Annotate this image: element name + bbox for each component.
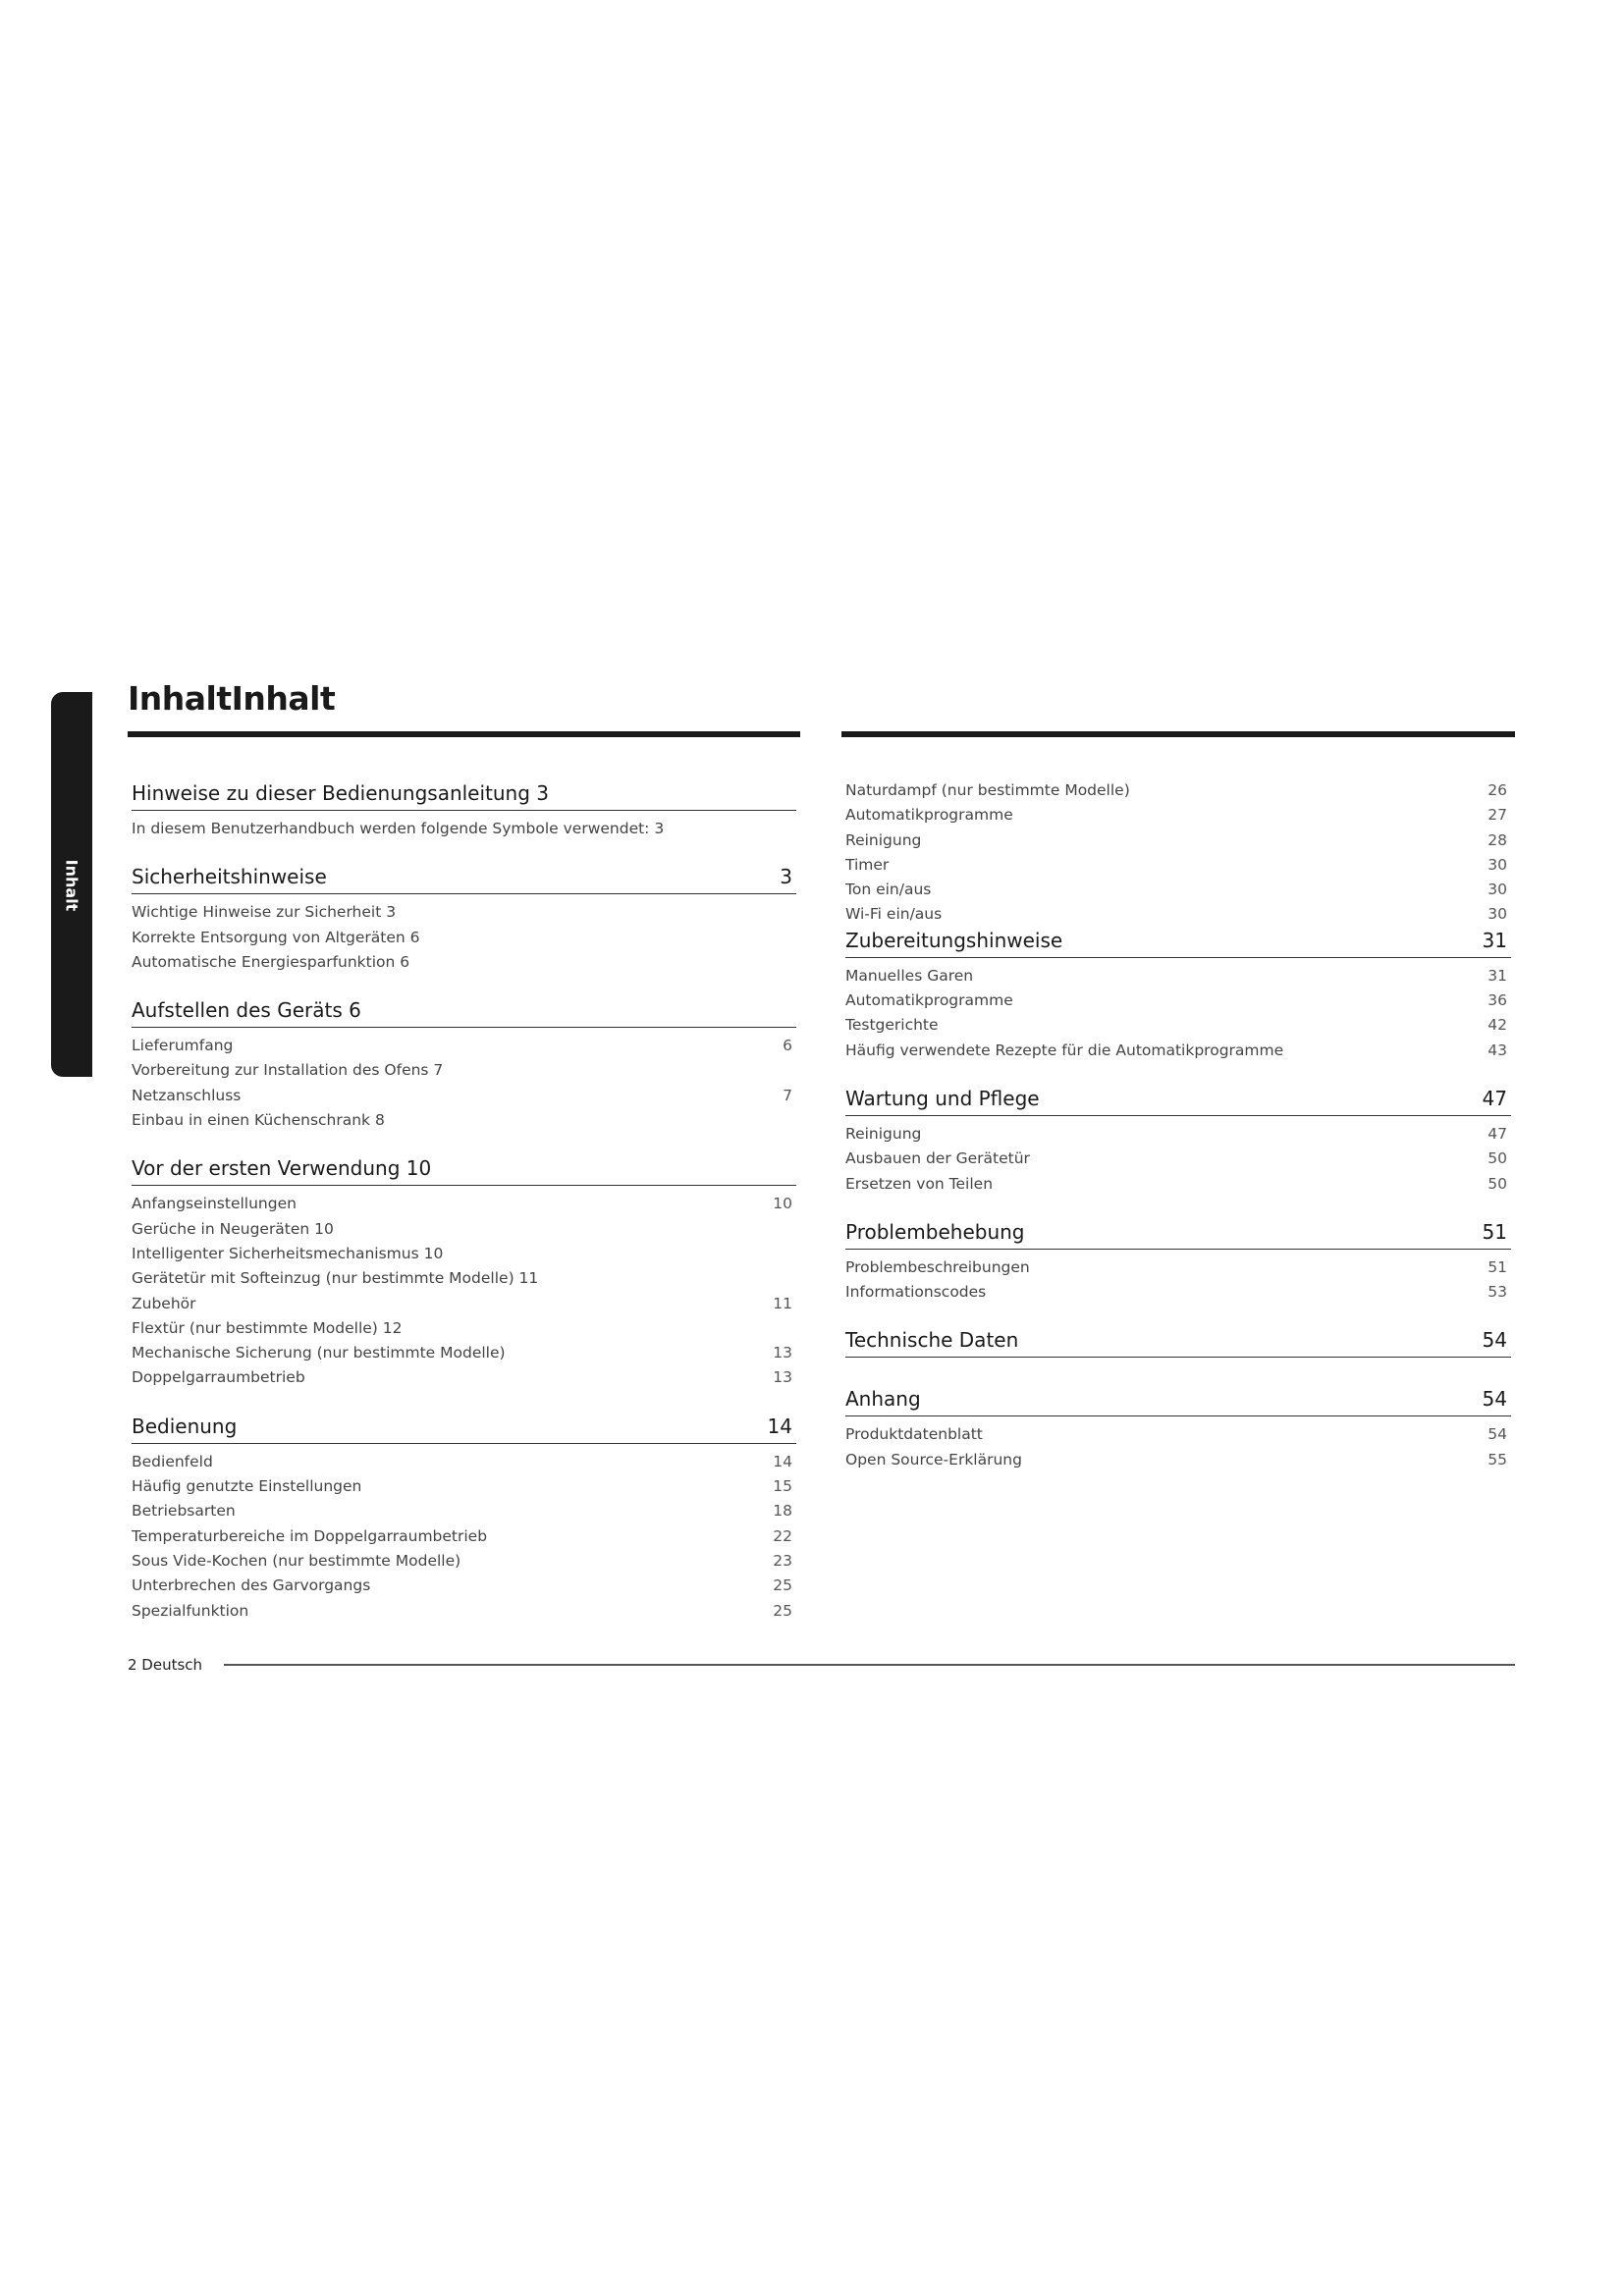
toc-section-page: 3 xyxy=(780,865,792,889)
toc-entry[interactable] xyxy=(845,1255,1511,1280)
side-tab-label: Inhalt xyxy=(62,859,81,912)
toc-entry-list xyxy=(845,1116,1511,1197)
toc-left-body xyxy=(128,737,800,1624)
page-title: InhaltInhalt xyxy=(128,679,336,718)
toc-section-heading[interactable] xyxy=(845,1086,1511,1116)
toc-entry[interactable] xyxy=(845,1448,1511,1472)
toc-entry-page: 30 xyxy=(1488,905,1507,924)
toc-entry-page: 25 xyxy=(773,1576,792,1595)
toc-entry-page: 54 xyxy=(1488,1425,1507,1444)
toc-section-heading[interactable] xyxy=(845,928,1511,958)
toc-entry-list xyxy=(132,894,796,975)
toc-entry-page: 30 xyxy=(1488,855,1507,874)
toc-entry-text: Reinigung xyxy=(845,830,922,849)
toc-entry-page: 36 xyxy=(1488,991,1507,1010)
toc-entry[interactable] xyxy=(132,1084,796,1108)
toc-section-page: 54 xyxy=(1482,1328,1507,1353)
toc-entry-text: Flextür (nur bestimmte Modelle) 12 xyxy=(132,1318,403,1337)
toc-entry-text: In diesem Benutzerhandbuch werden folgende Symbole verwendet: 3 xyxy=(132,820,665,837)
toc-entry-text: Korrekte Entsorgung von Altgeräten 6 xyxy=(132,928,420,946)
toc-section-page: 51 xyxy=(1482,1219,1507,1244)
toc-entry-text: Automatische Energiesparfunktion 6 xyxy=(132,952,410,971)
toc-section-page: 14 xyxy=(767,1414,792,1438)
toc-entry-page: 7 xyxy=(783,1086,792,1104)
toc-section-heading[interactable] xyxy=(132,997,796,1028)
toc-entry[interactable] xyxy=(132,900,796,925)
toc-entry-page: 50 xyxy=(1488,1149,1507,1168)
toc-entry[interactable] xyxy=(132,817,796,841)
toc-entry-text: Manuelles Garen xyxy=(845,966,974,985)
toc-entry-list xyxy=(132,1186,796,1390)
toc-entry-list xyxy=(132,1028,796,1133)
toc-entry[interactable] xyxy=(132,926,796,950)
toc-section-title: Hinweise zu dieser Bedienungsanleitung 3 xyxy=(132,781,550,805)
toc-entry[interactable] xyxy=(845,778,1511,803)
toc-entry-page: 18 xyxy=(773,1502,792,1521)
toc-entry-page: 55 xyxy=(1488,1450,1507,1468)
toc-section-heading[interactable] xyxy=(132,780,796,811)
toc-section-heading[interactable] xyxy=(132,1155,796,1186)
toc-entry[interactable] xyxy=(845,902,1511,927)
toc-entry-page: 31 xyxy=(1488,966,1507,985)
toc-entry[interactable] xyxy=(845,1172,1511,1197)
toc-section-page: 54 xyxy=(1482,1387,1507,1412)
toc-entry-text: Spezialfunktion xyxy=(132,1601,249,1620)
toc-entry-text: Betriebsarten xyxy=(132,1502,236,1521)
toc-section-heading[interactable] xyxy=(845,1219,1511,1250)
toc-section-title: Vor der ersten Verwendung 10 xyxy=(132,1156,432,1181)
toc-entry-text: Automatikprogramme xyxy=(845,806,1013,825)
toc-entry[interactable] xyxy=(132,1474,796,1499)
toc-section-title: Zubereitungshinweise xyxy=(845,928,1063,952)
toc-entry[interactable] xyxy=(845,878,1511,902)
toc-entry-page: 14 xyxy=(773,1452,792,1470)
toc-section xyxy=(845,1086,1511,1197)
toc-entry[interactable] xyxy=(132,1034,796,1058)
toc-entry-text: Zubehör xyxy=(132,1294,196,1312)
toc-section xyxy=(132,997,796,1133)
toc-entry-text: Problembeschreibungen xyxy=(845,1257,1030,1276)
toc-section xyxy=(845,1386,1511,1472)
toc-column-right xyxy=(841,731,1515,1472)
toc-continued-items xyxy=(845,778,1511,928)
toc-entry[interactable] xyxy=(132,1574,796,1598)
toc-section-heading[interactable] xyxy=(132,864,796,894)
toc-entry[interactable] xyxy=(845,828,1511,853)
toc-entry-list xyxy=(845,1358,1511,1363)
toc-entry-page: 53 xyxy=(1488,1283,1507,1302)
toc-entry-text: Ton ein/aus xyxy=(845,881,932,899)
toc-entry[interactable] xyxy=(845,988,1511,1013)
toc-entry[interactable] xyxy=(132,1217,796,1242)
toc-entry[interactable] xyxy=(132,1499,796,1523)
toc-section-heading[interactable] xyxy=(845,1327,1511,1358)
toc-entry-text: Testgerichte xyxy=(845,1016,939,1035)
toc-section xyxy=(132,780,796,841)
toc-entry-text: Doppelgarraumbetrieb xyxy=(132,1368,305,1387)
toc-entry[interactable] xyxy=(845,1013,1511,1038)
toc-entry-page: 26 xyxy=(1488,781,1507,799)
toc-entry-text: Unterbrechen des Garvorgangs xyxy=(132,1576,371,1595)
toc-section-title: Technische Daten xyxy=(845,1328,1019,1353)
toc-column-left xyxy=(128,731,800,1624)
toc-section xyxy=(845,928,1511,1063)
toc-entry-text: Vorbereitung zur Installation des Ofens 7 xyxy=(132,1061,444,1080)
toc-section-page: 47 xyxy=(1482,1086,1507,1110)
toc-entry[interactable] xyxy=(845,1280,1511,1305)
toc-entry[interactable] xyxy=(132,1450,796,1474)
toc-entry-text: Timer xyxy=(845,855,890,874)
toc-right-sections xyxy=(845,928,1511,1472)
toc-section xyxy=(845,1327,1511,1363)
toc-section-title: Anhang xyxy=(845,1387,921,1412)
toc-entry-page: 50 xyxy=(1488,1174,1507,1193)
toc-entry-page: 6 xyxy=(783,1037,792,1055)
toc-entry[interactable] xyxy=(132,1365,796,1390)
toc-entry-page: 11 xyxy=(773,1294,792,1312)
toc-entry-text: Netzanschluss xyxy=(132,1086,242,1104)
toc-entry[interactable] xyxy=(132,1292,796,1316)
toc-section xyxy=(132,1155,796,1390)
toc-entry[interactable] xyxy=(132,1524,796,1549)
toc-section-title: Bedienung xyxy=(132,1414,238,1438)
toc-entry-list xyxy=(132,1444,796,1624)
toc-entry-text: Ersetzen von Teilen xyxy=(845,1174,994,1193)
toc-section xyxy=(132,864,796,975)
toc-entry-text: Einbau in einen Küchenschrank 8 xyxy=(132,1111,385,1130)
toc-entry-text: Häufig genutzte Einstellungen xyxy=(132,1477,362,1496)
toc-entry[interactable] xyxy=(845,1422,1511,1447)
toc-entry-text: Ausbauen der Gerätetür xyxy=(845,1149,1030,1168)
toc-entry[interactable] xyxy=(845,1039,1511,1063)
toc-entry-page: 13 xyxy=(773,1368,792,1387)
toc-entry[interactable] xyxy=(132,1341,796,1365)
toc-entry-text: Produktdatenblatt xyxy=(845,1425,983,1444)
toc-entry[interactable] xyxy=(132,1058,796,1083)
toc-entry-text: Wichtige Hinweise zur Sicherheit 3 xyxy=(132,903,397,922)
toc-right-body xyxy=(841,737,1515,1472)
toc-entry[interactable] xyxy=(845,853,1511,878)
toc-entry-text: Wi-Fi ein/aus xyxy=(845,905,943,924)
toc-entry-text: Bedienfeld xyxy=(132,1452,213,1470)
toc-entry[interactable] xyxy=(132,1192,796,1216)
toc-entry-text: Gerüche in Neugeräten 10 xyxy=(132,1219,334,1238)
toc-section-heading[interactable] xyxy=(132,1414,796,1444)
toc-entry-page: 23 xyxy=(773,1551,792,1570)
toc-entry[interactable] xyxy=(132,1108,796,1133)
toc-entry-text: Lieferumfang xyxy=(132,1037,234,1055)
toc-entry-text: Anfangseinstellungen xyxy=(132,1195,297,1213)
toc-entry-text: Intelligenter Sicherheitsmechanismus 10 xyxy=(132,1244,444,1262)
toc-entry-page: 22 xyxy=(773,1526,792,1545)
toc-entry-list xyxy=(132,811,796,841)
toc-entry-list xyxy=(845,958,1511,1063)
toc-section-page: 31 xyxy=(1482,928,1507,952)
toc-section-title: Problembehebung xyxy=(845,1219,1025,1244)
toc-entry[interactable] xyxy=(132,1549,796,1574)
toc-entry-page: 10 xyxy=(773,1195,792,1213)
toc-section xyxy=(845,1219,1511,1306)
page-footer xyxy=(128,1656,1515,1674)
toc-entry-page: 43 xyxy=(1488,1041,1507,1059)
toc-entry[interactable] xyxy=(845,1147,1511,1171)
toc-entry-text: Informationscodes xyxy=(845,1283,987,1302)
toc-entry-list xyxy=(845,1416,1511,1472)
toc-entry[interactable] xyxy=(132,1599,796,1624)
toc-entry-text: Naturdampf (nur bestimmte Modelle) xyxy=(845,781,1130,799)
toc-entry-text: Open Source-Erklärung xyxy=(845,1450,1022,1468)
toc-entry[interactable] xyxy=(132,1316,796,1341)
toc-entry-text: Gerätetür mit Softeinzug (nur bestimmte Modelle) 11 xyxy=(132,1269,539,1288)
toc-entry-text: Automatikprogramme xyxy=(845,991,1013,1010)
toc-entry[interactable] xyxy=(845,803,1511,828)
toc-entry-text: Temperaturbereiche im Doppelgarraumbetrieb xyxy=(132,1526,488,1545)
toc-section-heading[interactable] xyxy=(845,1386,1511,1416)
footer-rule xyxy=(224,1664,1515,1666)
toc-entry-page: 47 xyxy=(1488,1124,1507,1143)
toc-entry[interactable] xyxy=(132,950,796,975)
toc-entry-text: Reinigung xyxy=(845,1124,922,1143)
toc-entry-list xyxy=(845,1250,1511,1306)
toc-entry[interactable] xyxy=(845,1122,1511,1147)
page-number-label: 2 Deutsch xyxy=(128,1656,203,1674)
toc-entry-text: Mechanische Sicherung (nur bestimmte Modelle) xyxy=(132,1344,506,1362)
toc-entry[interactable] xyxy=(845,964,1511,988)
toc-entry-page: 13 xyxy=(773,1344,792,1362)
toc-entry-page: 30 xyxy=(1488,881,1507,899)
toc-section xyxy=(132,1414,796,1624)
toc-entry[interactable] xyxy=(132,1242,796,1266)
toc-entry-text: Sous Vide-Kochen (nur bestimmte Modelle) xyxy=(132,1551,461,1570)
toc-entry-page: 25 xyxy=(773,1601,792,1620)
toc-entry-text: Häufig verwendete Rezepte für die Automatikprogramme xyxy=(845,1041,1284,1059)
toc-section-title: Wartung und Pflege xyxy=(845,1086,1040,1110)
toc-entry-page: 15 xyxy=(773,1477,792,1496)
toc-section-title: Sicherheitshinweise xyxy=(132,865,327,889)
toc-entry-page: 28 xyxy=(1488,830,1507,849)
toc-entry-page: 27 xyxy=(1488,806,1507,825)
toc-entry-page: 51 xyxy=(1488,1257,1507,1276)
toc-entry-page: 42 xyxy=(1488,1016,1507,1035)
toc-entry[interactable] xyxy=(132,1266,796,1291)
toc-section-title: Aufstellen des Geräts 6 xyxy=(132,998,361,1023)
